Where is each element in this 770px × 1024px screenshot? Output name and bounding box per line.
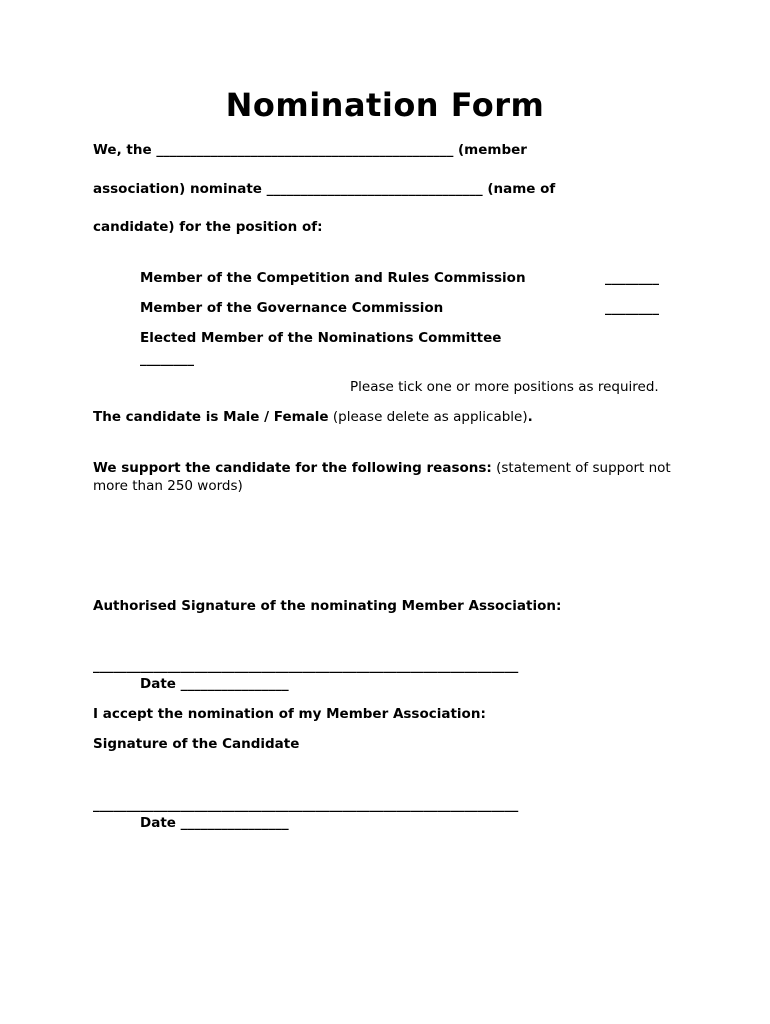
- gender-end: .: [527, 409, 533, 425]
- position-governance-tick[interactable]: ________: [605, 300, 659, 316]
- position-governance-label: Member of the Governance Commission: [140, 300, 444, 316]
- candidate-signature-heading: Signature of the Candidate: [93, 736, 300, 752]
- position-nominations-label: Elected Member of the Nominations Committee: [140, 330, 502, 346]
- intro-line-3: candidate) for the position of:: [93, 219, 323, 235]
- candidate-signature-date[interactable]: Date ________________: [140, 815, 289, 831]
- intro-line-2: association) nominate ________________________________ (name of: [93, 181, 556, 197]
- acceptance-statement: I accept the nomination of my Member Association:: [93, 706, 486, 722]
- support-statement: We support the candidate for the following reasons:: [93, 460, 492, 476]
- position-nominations-tick[interactable]: ________: [140, 351, 194, 367]
- gender-line: [93, 408, 533, 426]
- positions-note: Please tick one or more positions as required.: [350, 379, 659, 395]
- association-signature-date[interactable]: Date ________________: [140, 676, 289, 692]
- association-signature-line[interactable]: _______________________________________________________________: [93, 658, 519, 674]
- gender-statement: The candidate is Male / Female: [93, 409, 329, 425]
- support-paragraph: [93, 459, 683, 495]
- intro-line-1: We, the ____________________________________________ (member: [93, 142, 527, 158]
- position-competition-label: Member of the Competition and Rules Commission: [140, 270, 526, 286]
- position-competition-tick[interactable]: ________: [605, 270, 659, 286]
- gender-note: (please delete as applicable): [332, 409, 528, 425]
- support-note: (statement of support not more than 250 words): [93, 460, 671, 494]
- candidate-signature-line[interactable]: _______________________________________________________________: [93, 797, 519, 813]
- page-title: Nomination Form: [225, 86, 545, 124]
- association-signature-heading: Authorised Signature of the nominating Member Association:: [93, 598, 562, 614]
